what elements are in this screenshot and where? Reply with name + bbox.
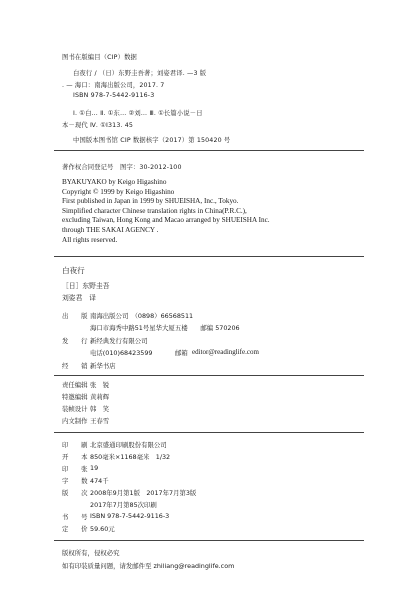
spec-value: 19 [90,464,99,472]
cip-line-2: . — 海口：南海出版公司，2017. 7 [62,82,165,89]
publisher-label: 出 版 [62,312,88,320]
editor-label: 特邀编辑 [62,393,88,401]
cip-line-1: 白夜行 / （日）东野圭吾著；刘姿君译. —3 版 [73,70,207,77]
quality-contact: 如有印装质量问题，请发邮件至 zhiliang@readinglife.com [62,562,235,570]
english-rights-line: Copyright © 1999 by Keigo Higashino [62,187,175,196]
spec-label: 印 刷 [62,441,88,449]
book-translator: 刘姿君 译 [62,294,96,302]
spec-row [62,476,362,486]
distributor-phone: 电话(010)68423599 [90,349,153,357]
book-author: ［日］东野圭吾 [62,282,110,290]
cip-line-5: 本－现代 Ⅳ. ①I313. 45 [62,122,134,129]
spec-row [62,464,362,474]
english-rights-line: All rights reserved. [62,235,118,244]
spec-row [62,512,362,522]
english-rights-line: through THE SAKAI AGENCY . [62,226,159,234]
spec-value: 59.60元 [90,525,115,533]
seller-label: 经 销 [62,362,88,370]
editor-value: 王春雪 [90,417,110,425]
distributor-contact-row [62,348,362,358]
spec-row [62,440,362,450]
distributor-email: editor@readinglife.com [192,348,259,356]
editor-value: 韩 笑 [90,405,110,413]
editor-label: 内文制作 [62,417,88,425]
spec-row [62,500,362,510]
publisher-row [62,311,362,321]
english-rights-line: BYAKUYAKO by Keigo Higashino [62,178,167,186]
publisher-name: 南海出版公司 （0898）66568511 [90,312,194,320]
editor-row [62,392,362,402]
editor-row [62,416,362,426]
book-title: 白夜行 [62,266,85,275]
copyright-registration: 著作权合同登记号 图字：30-2012-100 [62,164,182,171]
cip-line-4: Ⅰ. ①白… Ⅱ. ①东… ②刘… Ⅲ. ①长篇小说－日 [73,110,203,117]
editor-value: 张 锐 [90,381,110,389]
editor-row [62,380,362,390]
divider [54,432,364,433]
distributor-label: 发 行 [62,337,88,345]
cip-line-6: 中国版本图书馆 CIP 数据核字（2017）第 150420 号 [73,137,231,144]
cip-isbn: ISBN 978-7-5442-9116-3 [73,92,155,99]
spec-value: 2008年9月第1版 2017年7月第3版 [90,489,197,497]
publisher-address: 海口市海秀中路51号星华大厦五楼 邮编 570206 [90,324,240,332]
spec-row [62,488,362,498]
publisher-address-row [62,323,362,333]
seller-row [62,361,362,371]
editor-label: 责任编辑 [62,381,88,389]
editor-row [62,404,362,414]
spec-label: 版 次 [62,489,88,497]
divider [54,540,364,541]
divider [54,150,364,151]
editor-label: 装帧设计 [62,405,88,413]
spec-label: 字 数 [62,477,88,485]
spec-row [62,524,362,534]
spec-value: ISBN 978-7-5442-9116-3 [90,512,170,520]
seller-name: 新华书店 [90,362,116,370]
english-rights-line: First published in Japan in 1999 by SHUEISHA, Inc., Tokyo. [62,197,239,206]
spec-value: 474千 [90,477,109,485]
spec-value: 北京盛通印刷股份有限公司 [90,441,167,449]
spec-value: 2017年7月第85次印刷 [90,501,157,509]
cip-heading: 图书在版编目（CIP）数据 [62,54,137,61]
editor-value: 黄莉辉 [90,393,110,401]
spec-label: 印 张 [62,465,88,473]
divider [54,256,364,257]
spec-label: 书 号 [62,513,88,521]
spec-label: 定 价 [62,525,88,533]
distributor-row [62,336,362,346]
divider [54,375,364,376]
spec-row [62,452,362,462]
english-rights-line: excluding Taiwan, Hong Kong and Macao arranged by SHUEISHA Inc. [62,216,270,225]
distributor-name: 新经典发行有限公司 [90,337,148,345]
spec-value: 850毫米×1168毫米 1/32 [90,453,171,461]
english-rights-line: Simplified character Chinese translation rights in China(P.R.C.), [62,206,247,215]
rights-notice: 版权所有，侵权必究 [62,549,120,557]
spec-label: 开 本 [62,453,88,461]
distributor-email-label: 邮箱 [175,349,188,357]
